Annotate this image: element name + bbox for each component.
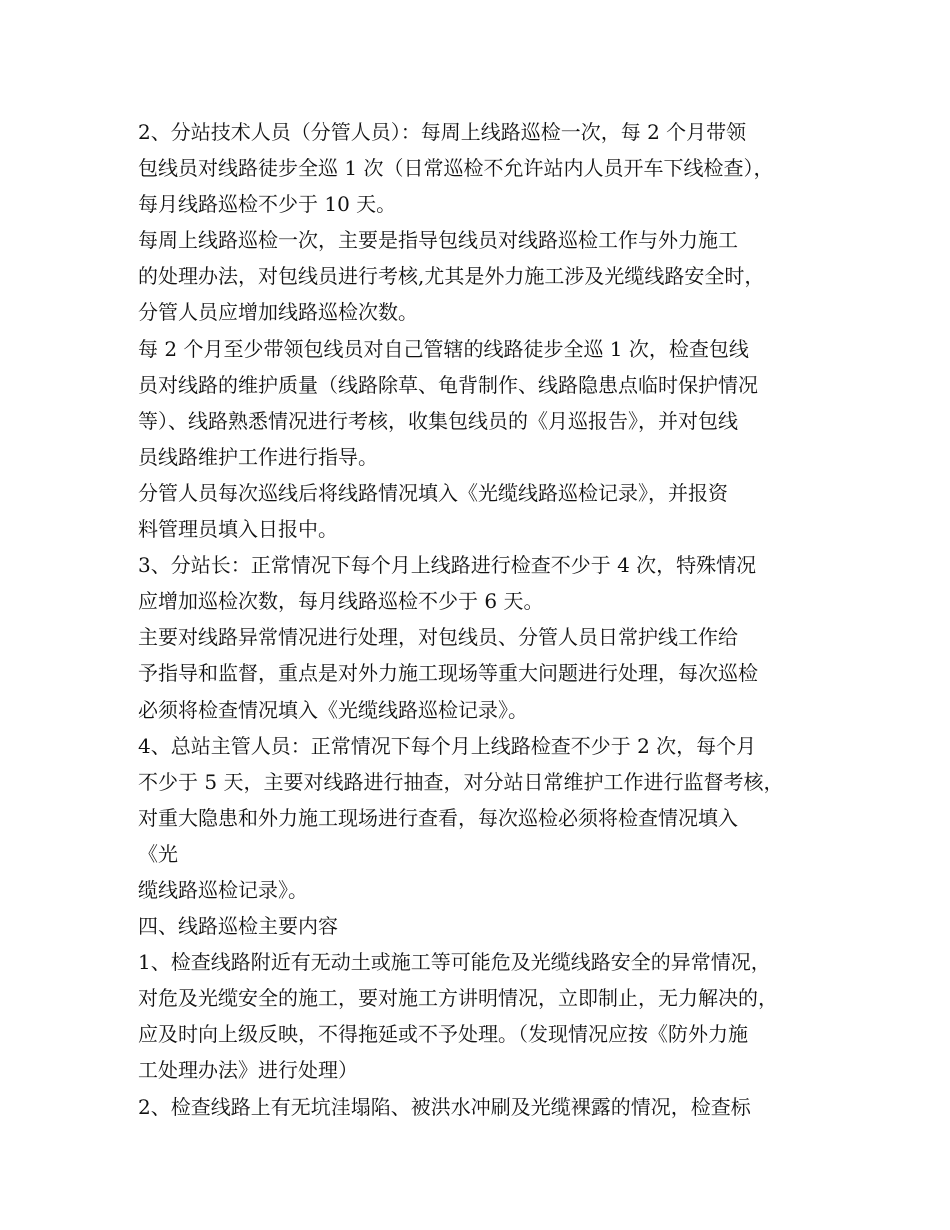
- text-line: 每 2 个月至少带领包线员对自己管辖的线路徒步全巡 1 次，检查包线: [138, 336, 749, 361]
- text-line: 料管理员填入日报中。: [138, 517, 338, 542]
- text-line: 员对线路的维护质量（线路除草、龟背制作、线路隐患点临时保护情况: [138, 372, 758, 397]
- text-line: 2、分站技术人员（分管人员）：每周上线路巡检一次，每 2 个月带领: [138, 120, 747, 144]
- text-line: 每周上线路巡检一次，主要是指导包线员对线路巡检工作与外力施工: [138, 228, 738, 253]
- text-line: 应及时向上级反映，不得拖延或不予处理。（发现情况应按《防外力施: [138, 1022, 748, 1047]
- text-line: 每月线路巡检不少于 10 天。: [138, 192, 397, 217]
- text-line: 《光: [138, 841, 178, 866]
- text-line: 的处理办法，对包线员进行考核,尤其是外力施工涉及光缆线路安全时，: [138, 264, 765, 289]
- text-line: 必须将检查情况填入《光缆线路巡检记录》。: [138, 697, 528, 722]
- text-line: 对重大隐患和外力施工现场进行查看，每次巡检必须将检查情况填入: [138, 805, 738, 830]
- text-line: 对危及光缆安全的施工，要对施工方讲明情况，立即制止，无力解决的，: [138, 986, 778, 1011]
- text-line: 分管人员每次巡线后将线路情况填入《光缆线路巡检记录》，并报资: [138, 480, 728, 505]
- text-line: 工处理办法》进行处理）: [138, 1058, 358, 1083]
- text-line: 3、分站长：正常情况下每个月上线路进行检查不少于 4 次，特殊情况: [138, 553, 757, 578]
- text-line: 员线路维护工作进行指导。: [138, 444, 378, 469]
- text-line: 予指导和监督，重点是对外力施工现场等重大问题进行处理，每次巡检: [138, 661, 758, 686]
- text-line: 应增加巡检次数，每月线路巡检不少于 6 天。: [138, 589, 544, 614]
- text-line: 包线员对线路徒步全巡 1 次（日常巡检不允许站内人员开车下线检查），: [138, 156, 774, 181]
- text-line: 分管人员应增加线路巡检次数。: [138, 300, 418, 325]
- text-line: 1、检查线路附近有无动土或施工等可能危及光缆线路安全的异常情况，: [138, 950, 771, 975]
- text-line: 缆线路巡检记录》。: [138, 877, 308, 902]
- text-line: 4、总站主管人员：正常情况下每个月上线路检查不少于 2 次，每个月: [138, 733, 757, 758]
- text-line: 等）、线路熟悉情况进行考核，收集包线员的《月巡报告》，并对包线: [138, 408, 738, 433]
- text-line: 主要对线路异常情况进行处理，对包线员、分管人员日常护线工作给: [138, 625, 738, 650]
- section-heading: 四、线路巡检主要内容: [138, 914, 338, 939]
- text-line: 2、检查线路上有无坑洼塌陷、被洪水冲刷及光缆裸露的情况，检查标: [138, 1094, 751, 1119]
- text-line: 不少于 5 天，主要对线路进行抽查，对分站日常维护工作进行监督考核，: [138, 769, 784, 794]
- document-body: [138, 114, 828, 1125]
